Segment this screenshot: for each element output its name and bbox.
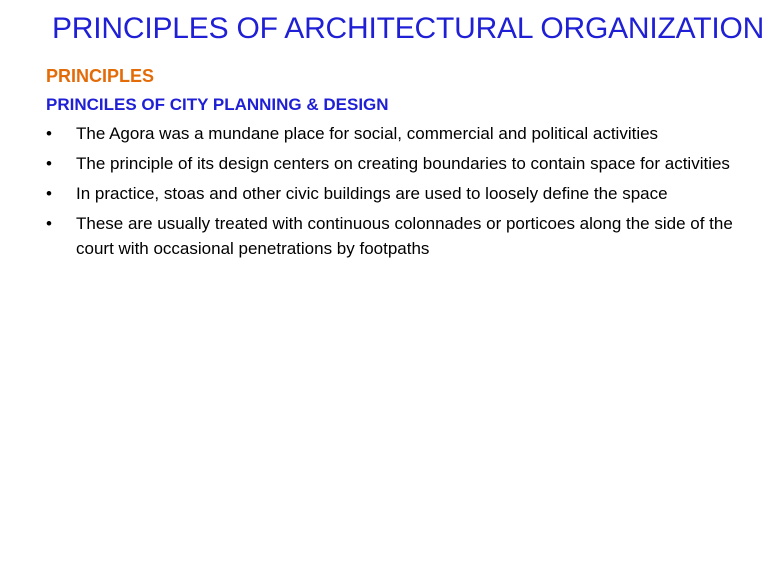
section-subheading: PRINCILES OF CITY PLANNING & DESIGN [46, 95, 389, 114]
bullet-text: The principle of its design centers on creating boundaries to contain space for activities [76, 154, 730, 173]
slide-title: PRINCIPLES OF ARCHITECTURAL ORGANIZATION [52, 12, 765, 45]
bullet-item [46, 211, 758, 261]
bullet-text: The Agora was a mundane place for social, commercial and political activities [76, 124, 659, 143]
bullet-icon: • [46, 214, 52, 233]
bullet-item [46, 151, 758, 176]
bullet-text: These are usually treated with continuous colonnades or porticoes along the side of the court with occasional penetrations by footpaths [76, 214, 733, 258]
bullet-icon: • [46, 154, 52, 173]
slide-content [46, 63, 758, 266]
section-heading: PRINCIPLES [46, 66, 155, 86]
bullet-icon: • [46, 124, 52, 143]
bullet-list [46, 121, 758, 261]
bullet-item [46, 121, 758, 146]
bullet-icon: • [46, 184, 52, 203]
bullet-item [46, 181, 758, 206]
bullet-text: In practice, stoas and other civic buildings are used to loosely define the space [76, 184, 668, 203]
